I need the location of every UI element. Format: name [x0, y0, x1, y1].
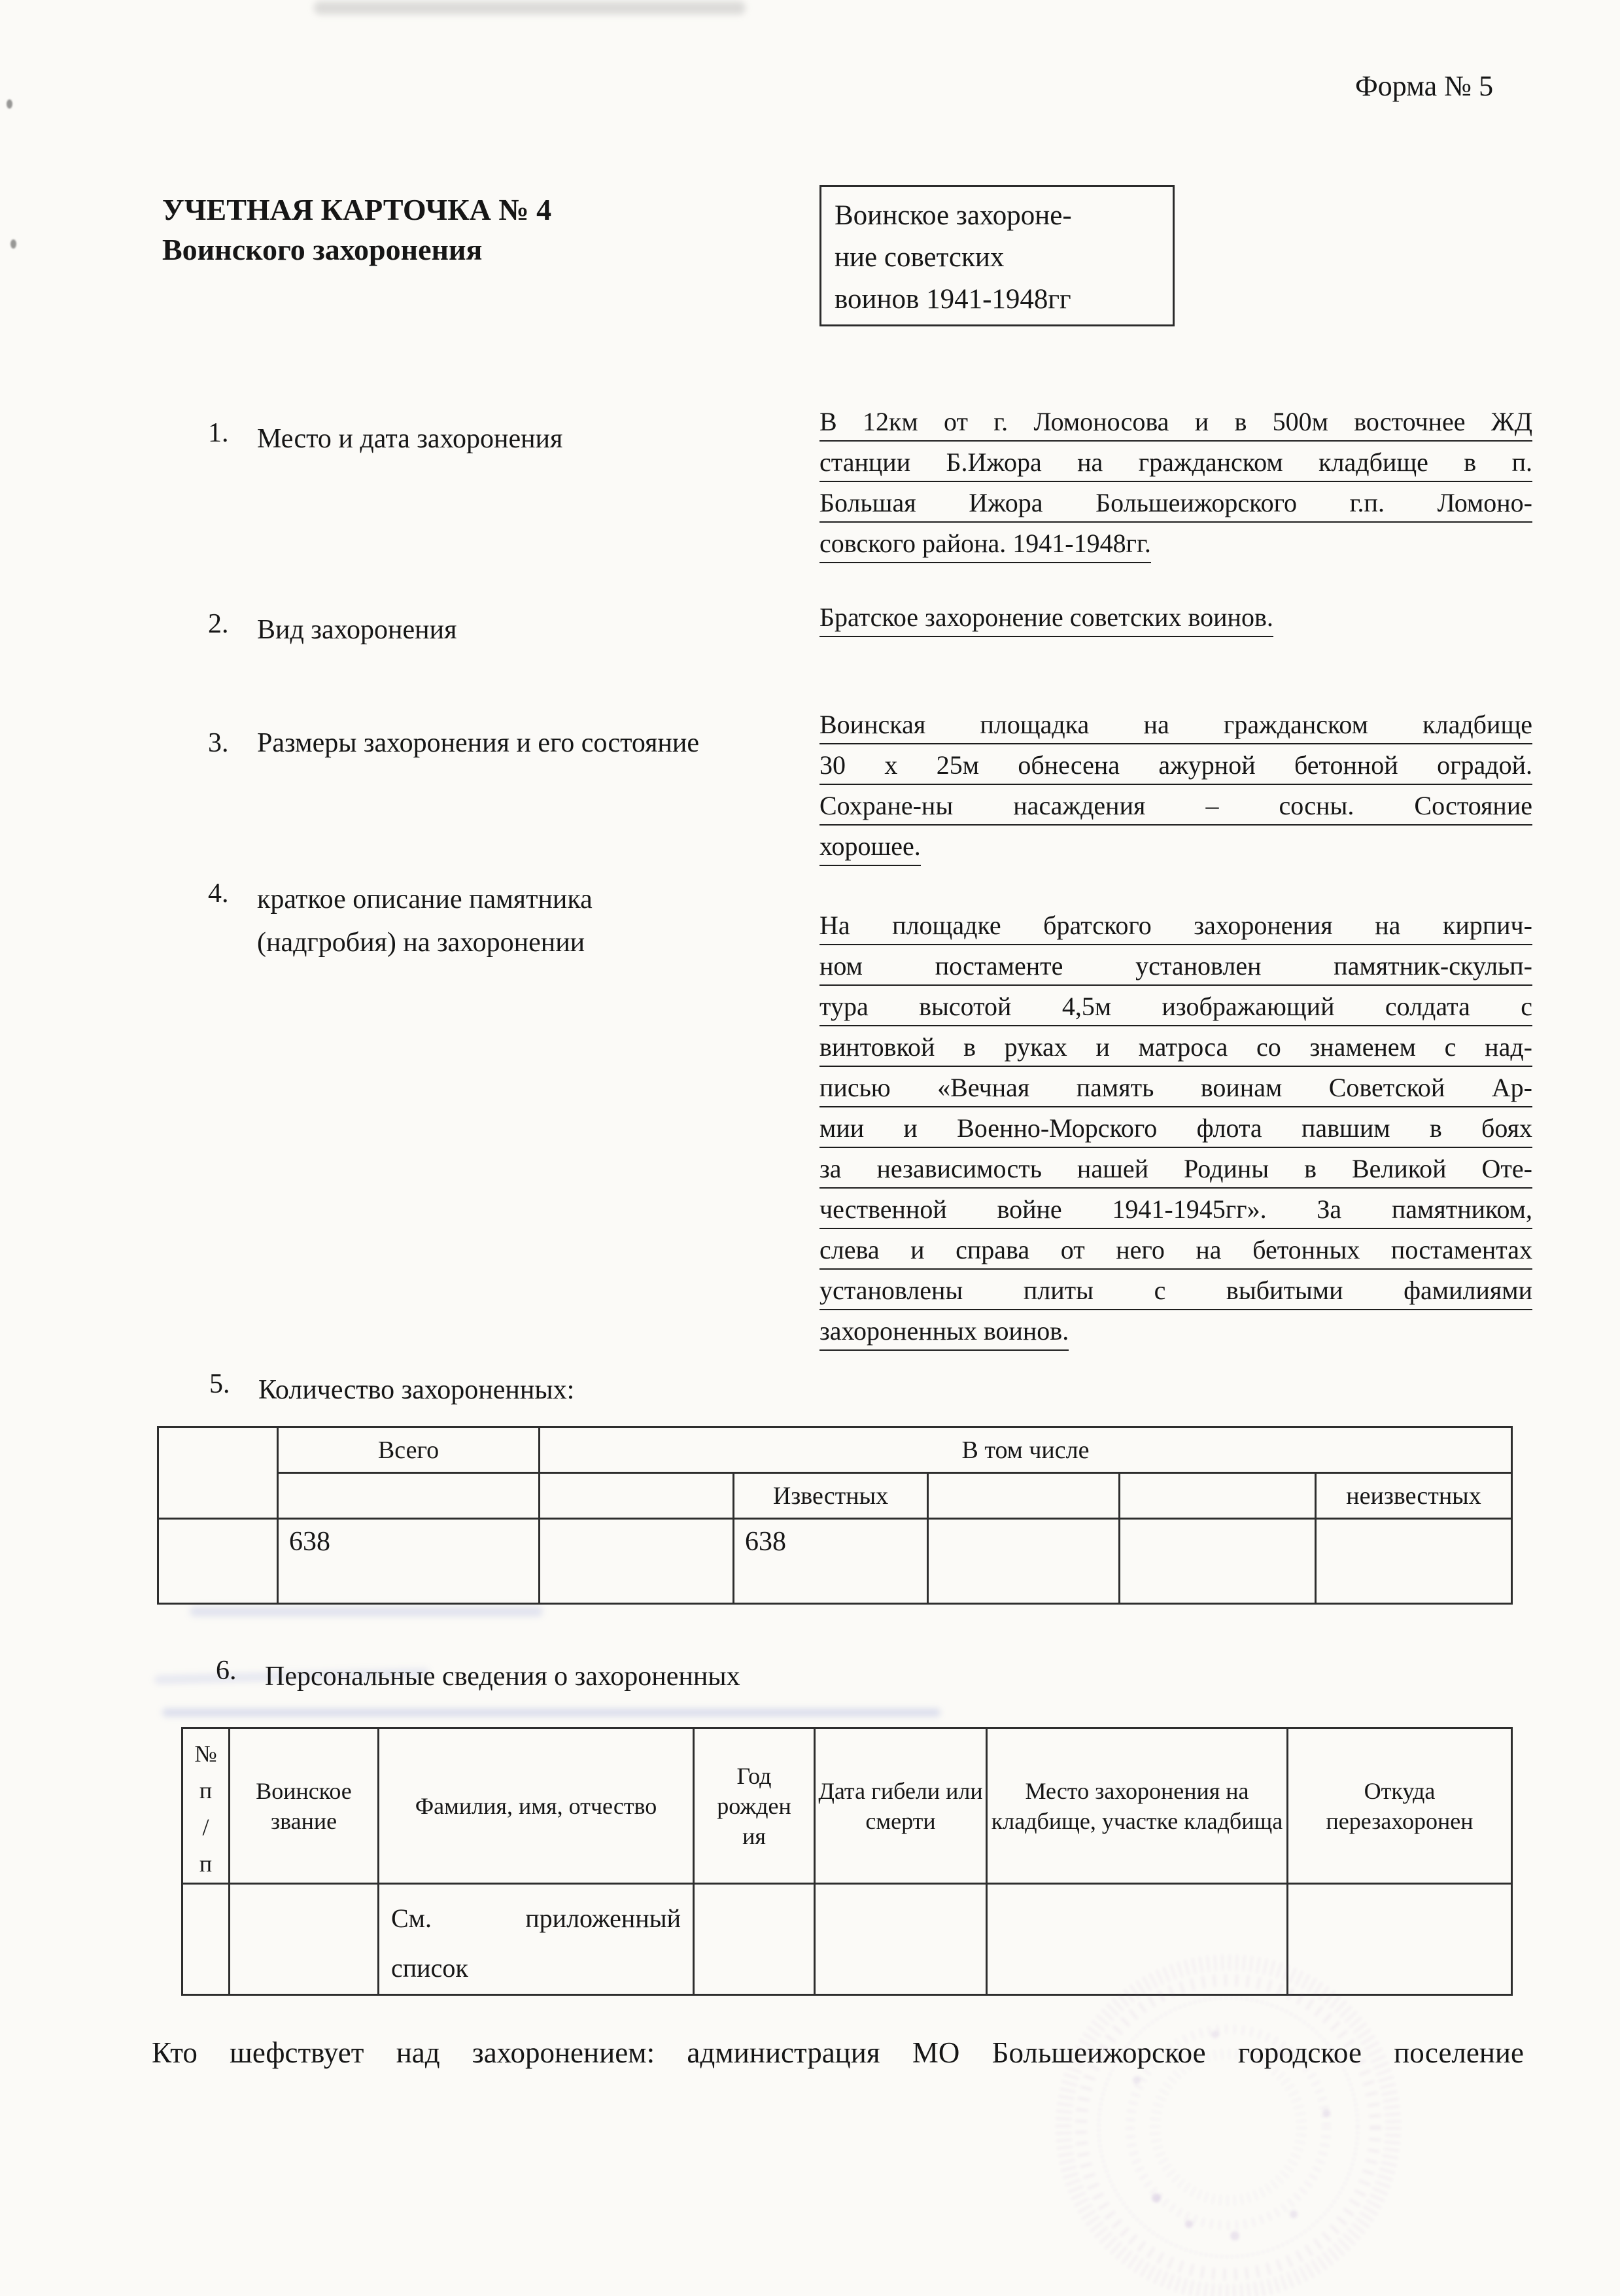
npp-line: п — [199, 1777, 213, 1803]
counts-header-known: Известных — [734, 1473, 928, 1519]
item-4-label-line1: краткое описание памятника — [257, 884, 593, 914]
item-4-label — [257, 878, 593, 964]
value-line: за независимость нашей Родины в Великой Оте- — [819, 1154, 1532, 1189]
npp-line: / — [202, 1814, 209, 1840]
page-title-line1: УЧЕТНАЯ КАРТОЧКА № 4 — [162, 193, 552, 226]
table-row — [158, 1473, 1512, 1519]
empty-cell — [928, 1473, 1120, 1519]
empty-cell — [1316, 1519, 1512, 1604]
scan-artifact — [7, 99, 12, 109]
header-burial-place: Место захоронения на кладбище, участке кладбища — [987, 1728, 1288, 1884]
names-line: См. приложенный — [391, 1904, 681, 1933]
names-line: список — [391, 1953, 468, 1983]
counts-header-total: Всего — [278, 1427, 540, 1473]
empty-cell — [1120, 1473, 1316, 1519]
burial-type-line: воинов 1941-1948гг — [835, 284, 1071, 315]
official-stamp — [1019, 1917, 1438, 2296]
birth-year-line: ия — [742, 1822, 766, 1849]
item-6-label: Персональные сведения о захороненных — [265, 1661, 740, 1692]
empty-cell — [694, 1884, 815, 1995]
burial-type-box — [819, 185, 1175, 326]
patron-statement: Кто шефствует над захоронением: администрация МО Большеижорское городское поселение — [152, 2036, 1524, 2069]
item-5-label: Количество захороненных: — [258, 1375, 575, 1405]
item-1-label: Место и дата захоронения — [257, 424, 563, 454]
birth-year-line: рожден — [717, 1792, 791, 1819]
value-line: Сохране-ны насаждения – сосны. Состояние — [819, 791, 1532, 826]
value-line: Братское захоронение советских воинов. — [819, 602, 1273, 637]
header-death-date: Дата гибели или смерти — [815, 1728, 987, 1884]
item-3-number: 3. — [208, 728, 229, 758]
counts-corner-cell — [158, 1427, 278, 1519]
counts-known-value: 638 — [734, 1519, 928, 1604]
empty-cell — [540, 1473, 734, 1519]
item-1-number: 1. — [208, 418, 229, 448]
npp-line: п — [199, 1851, 213, 1877]
form-number-label: Форма № 5 — [1355, 70, 1494, 102]
empty-cell — [158, 1519, 278, 1604]
counts-total-value: 638 — [278, 1519, 540, 1604]
counts-header-unknown: неизвестных — [1316, 1473, 1512, 1519]
value-line: винтовкой в руках и матроса со знаменем с над- — [819, 1032, 1532, 1067]
item-2-number: 2. — [208, 609, 229, 639]
value-line: Воинская площадка на гражданском кладбище — [819, 710, 1532, 744]
item-2-label: Вид захоронения — [257, 615, 457, 645]
item-4-value — [819, 911, 1532, 1351]
scan-artifact — [190, 1607, 543, 1616]
names-see-attached-cell — [379, 1884, 694, 1995]
burial-type-line: Воинское захороне- — [835, 200, 1072, 231]
empty-cell — [182, 1884, 230, 1995]
header-military-rank: Воинское звание — [230, 1728, 379, 1884]
npp-line: № — [194, 1741, 217, 1767]
item-1-value — [819, 407, 1532, 563]
item-3-label: Размеры захоронения и его состояние — [257, 728, 699, 758]
value-line: станции Б.Ижора на гражданском кладбище в п. — [819, 447, 1532, 482]
value-line: тура высотой 4,5м изображающий солдата с — [819, 992, 1532, 1026]
empty-cell — [230, 1884, 379, 1995]
table-row — [158, 1427, 1512, 1473]
value-line: захороненных воинов. — [819, 1316, 1069, 1351]
scan-artifact — [314, 1, 746, 14]
value-line: хорошее. — [819, 831, 921, 866]
scan-artifact — [162, 1709, 940, 1716]
empty-cell — [1120, 1519, 1316, 1604]
header-birth-year — [694, 1728, 815, 1884]
value-line: писью «Вечная память воинам Советской Ар- — [819, 1073, 1532, 1107]
value-line: мии и Военно-Морского флота павшим в боях — [819, 1113, 1532, 1148]
value-line: установлены плиты с выбитыми фамилиями — [819, 1276, 1532, 1310]
page-title — [162, 190, 551, 270]
header-reburied-from: Откуда перезахоронен — [1288, 1728, 1512, 1884]
burial-counts-table — [157, 1426, 1513, 1605]
empty-cell — [540, 1519, 734, 1604]
header-full-name: Фамилия, имя, отчество — [379, 1728, 694, 1884]
value-line: В 12км от г. Ломоносова и в 500м восточнее ЖД — [819, 407, 1532, 442]
page-title-line2: Воинского захоронения — [162, 233, 483, 266]
item-4-number: 4. — [208, 878, 229, 909]
item-6-number: 6. — [216, 1656, 237, 1686]
header-row-number — [182, 1728, 230, 1884]
value-line: Большая Ижора Большеижорского г.п. Ломоно- — [819, 488, 1532, 523]
value-line: ном постаменте установлен памятник-скульп- — [819, 951, 1532, 986]
empty-cell — [928, 1519, 1120, 1604]
empty-cell — [278, 1473, 540, 1519]
burial-type-line: ние советских — [835, 242, 1005, 273]
value-line: совского района. 1941-1948гг. — [819, 529, 1151, 563]
birth-year-line: Год — [736, 1762, 772, 1789]
value-line: чественной войне 1941-1945гг». За памятником, — [819, 1194, 1532, 1229]
item-4-label-line2: (надгробия) на захоронении — [257, 928, 585, 958]
item-3-value — [819, 710, 1532, 866]
item-2-value — [819, 602, 1532, 637]
value-line: На площадке братского захоронения на кирпич- — [819, 911, 1532, 945]
value-line: слева и справа от него на бетонных постаментах — [819, 1235, 1532, 1270]
table-header-row — [182, 1728, 1512, 1884]
scan-artifact — [10, 239, 16, 249]
counts-header-including: В том числе — [540, 1427, 1512, 1473]
value-line: 30 х 25м обнесена ажурной бетонной оградой. — [819, 750, 1532, 785]
item-5-number: 5. — [209, 1369, 230, 1399]
table-row — [158, 1519, 1512, 1604]
empty-cell — [815, 1884, 987, 1995]
